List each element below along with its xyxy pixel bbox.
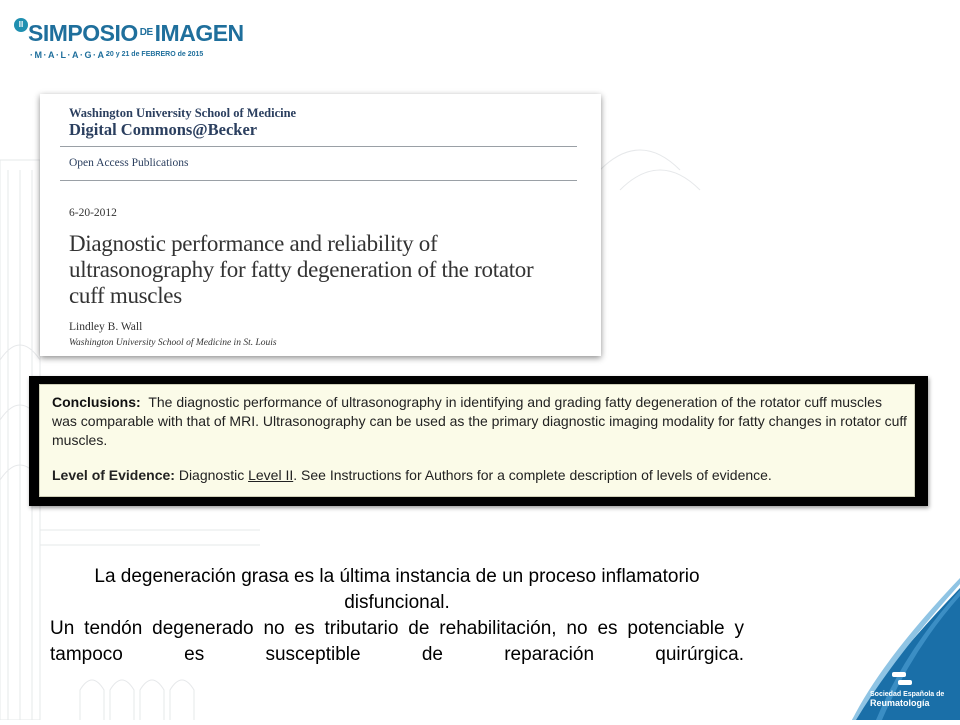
conclusions-box — [39, 384, 915, 497]
conclusions-label: Conclusions: — [52, 394, 141, 410]
divider — [60, 146, 577, 147]
ser-label-line1: Sociedad Española de — [870, 691, 945, 698]
ser-label-line2: Reumatología — [870, 698, 930, 708]
ser-label — [870, 691, 950, 707]
ser-logo — [852, 560, 960, 720]
body-line-1: La degeneración grasa es la última instancia de un proceso inflamatorio disfuncional. — [94, 566, 700, 613]
paper-school: Washington University School of Medicine — [69, 106, 297, 120]
level-of-evidence — [52, 466, 908, 485]
logo-dates: 20 y 21 de FEBRERO de 2015 — [106, 51, 204, 58]
loe-prefix: Diagnostic — [178, 467, 245, 483]
paper-affiliation: Washington University School of Medicine in St. Louis — [69, 338, 277, 348]
logo-title — [28, 20, 244, 47]
logo-title-b: IMAGEN — [154, 20, 244, 46]
loe-label: Level of Evidence: — [52, 467, 175, 483]
conclusions-paragraph — [52, 393, 908, 450]
logo-city: ·M·A·L·A·G·A· — [30, 50, 110, 60]
loe-suffix: . See Instructions for Authors for a complete description of levels of evidence. — [293, 467, 772, 483]
divider — [60, 180, 577, 181]
paper-header-card — [40, 94, 601, 356]
simposio-logo — [14, 14, 244, 68]
paper-title: Diagnostic performance and reliability of ultrasonography for fatty degeneration of the rotator cuff muscles — [69, 231, 534, 308]
logo-title-de: DE — [139, 27, 153, 38]
paper-author: Lindley B. Wall — [69, 321, 143, 333]
conclusions-text: The diagnostic performance of ultrasonography in identifying and grading fatty degeneration of the rotator cuff muscles was comparable with that of MRI. Ultrasonography can be used as the primary diagnostic imaging modality for fatty changes in rotator cuff muscles. — [52, 394, 907, 448]
paper-series: Open Access Publications — [69, 157, 189, 169]
logo-badge: II — [14, 18, 28, 32]
logo-title-a: SIMPOSIO — [28, 20, 138, 46]
paper-date: 6-20-2012 — [69, 207, 117, 219]
body-line-2: Un tendón degenerado no es tributario de rehabilitación, no es potenciable y tampoco es susceptible de reparación quirúrgica. — [50, 618, 744, 665]
paper-repository: Digital Commons@Becker — [69, 120, 258, 139]
spanish-body-text — [50, 564, 744, 668]
conclusions-frame — [29, 376, 928, 506]
loe-link[interactable]: Level II — [248, 467, 294, 483]
